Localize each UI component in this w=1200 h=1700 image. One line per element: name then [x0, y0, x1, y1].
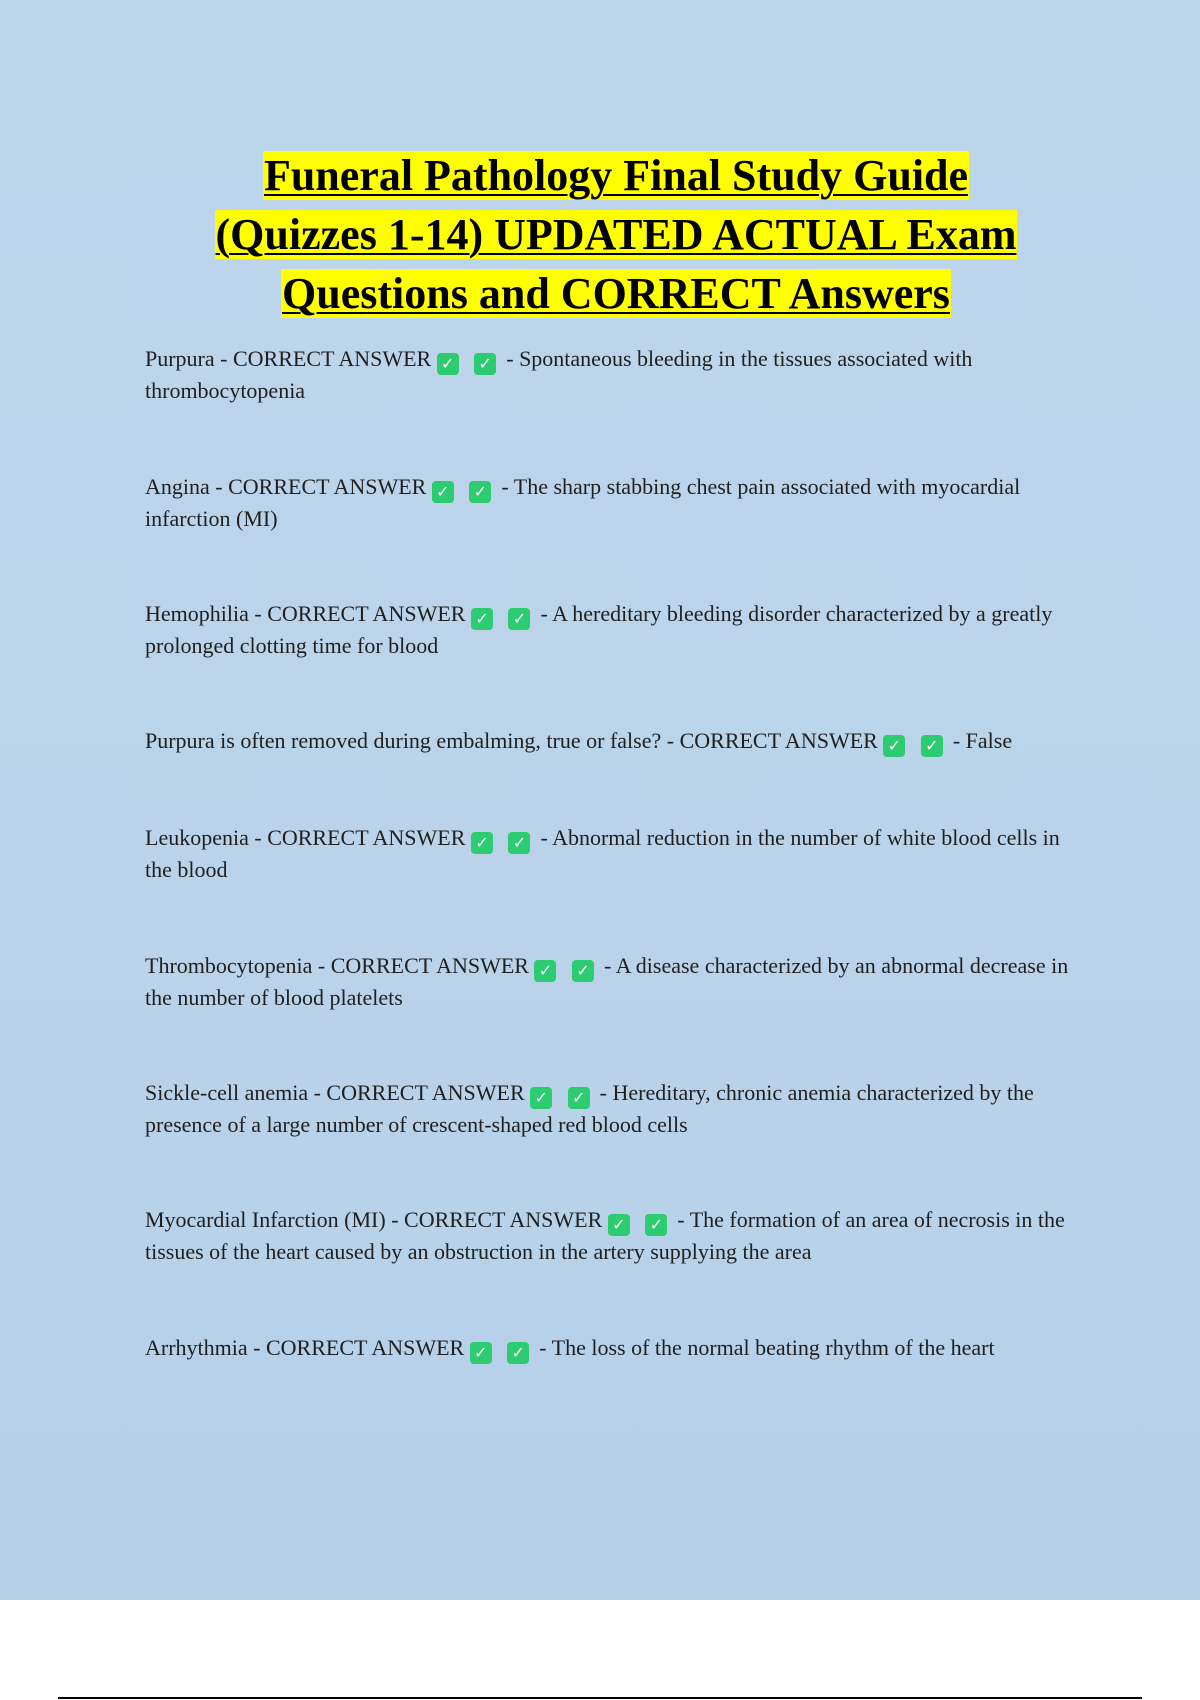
qa-term: Arrhythmia	[145, 1335, 248, 1360]
title-line-1: Funeral Pathology Final Study Guide	[263, 151, 969, 200]
qa-item: Myocardial Infarction (MI) - CORRECT ANSWER ✓ ✓ - The formation of an area of necrosis in the tissues of the heart caused by an obstruction in the artery supplying the area	[145, 1207, 1065, 1264]
check-icon: ✓	[437, 353, 459, 375]
qa-term: Leukopenia	[145, 825, 249, 850]
check-icon: ✓	[645, 1214, 667, 1236]
check-icon: ✓	[469, 481, 491, 503]
qa-answer: False	[965, 728, 1013, 753]
qa-answer: Abnormal reduction in the number of white blood cells in the blood	[145, 825, 1060, 882]
qa-item: Angina - CORRECT ANSWER ✓ ✓ - The sharp stabbing chest pain associated with myocardial infarction (MI)	[145, 474, 1021, 531]
qa-term: Thrombocytopenia	[145, 953, 313, 978]
check-icon: ✓	[508, 832, 530, 854]
title-line-2: (Quizzes 1-14) UPDATED ACTUAL Exam	[215, 210, 1017, 259]
check-icon: ✓	[568, 1087, 590, 1109]
correct-answer-label: CORRECT ANSWER	[267, 601, 466, 626]
correct-answer-label: CORRECT ANSWER	[679, 728, 878, 753]
qa-item: Sickle-cell anemia - CORRECT ANSWER ✓ ✓ - Hereditary, chronic anemia characterized by the presence of a large number of crescent-shaped red blood cells	[145, 1080, 1034, 1137]
qa-term: Purpura	[145, 346, 215, 371]
check-icon: ✓	[507, 1342, 529, 1364]
qa-answer: The loss of the normal beating rhythm of the heart	[551, 1335, 995, 1360]
qa-answer: Hereditary, chronic anemia characterized by the presence of a large number of crescent-shaped red blood cells	[145, 1080, 1034, 1137]
qa-item: Thrombocytopenia - CORRECT ANSWER ✓ ✓ - A disease characterized by an abnormal decrease in the number of blood platelets	[145, 953, 1069, 1010]
qa-term: Angina	[145, 474, 210, 499]
title-line-3: Questions and CORRECT Answers	[282, 269, 950, 318]
check-icon: ✓	[432, 481, 454, 503]
check-icon: ✓	[470, 1342, 492, 1364]
correct-answer-label: CORRECT ANSWER	[267, 825, 466, 850]
check-icon: ✓	[530, 1087, 552, 1109]
correct-answer-label: CORRECT ANSWER	[330, 953, 529, 978]
check-icon: ✓	[921, 735, 943, 757]
correct-answer-label: CORRECT ANSWER	[404, 1207, 603, 1232]
qa-term: Sickle-cell anemia	[145, 1080, 309, 1105]
qa-answer: A disease characterized by an abnormal decrease in the number of blood platelets	[145, 953, 1069, 1010]
check-icon: ✓	[474, 353, 496, 375]
qa-answer: The sharp stabbing chest pain associated with myocardial infarction (MI)	[145, 474, 1021, 531]
qa-item: Arrhythmia - CORRECT ANSWER ✓ ✓ - The loss of the normal beating rhythm of the heart	[145, 1335, 995, 1362]
check-icon: ✓	[534, 960, 556, 982]
check-icon: ✓	[608, 1214, 630, 1236]
correct-answer-label: CORRECT ANSWER	[265, 1335, 465, 1360]
document-title	[90, 146, 1142, 323]
correct-answer-label: CORRECT ANSWER	[326, 1080, 525, 1105]
qa-item: Purpura - CORRECT ANSWER ✓ ✓ - Spontaneous bleeding in the tissues associated with thrombocytopenia	[145, 346, 973, 403]
check-icon: ✓	[508, 608, 530, 630]
qa-term: Purpura is often removed during embalming, true or false?	[145, 728, 662, 753]
qa-answer: Spontaneous bleeding in the tissues associated with thrombocytopenia	[145, 346, 973, 403]
qa-answer: The formation of an area of necrosis in the tissues of the heart caused by an obstruction in the artery supplying the area	[145, 1207, 1065, 1264]
check-icon: ✓	[471, 832, 493, 854]
qa-item: Purpura is often removed during embalming, true or false? - CORRECT ANSWER ✓ ✓ - False	[145, 728, 1013, 755]
check-icon: ✓	[471, 608, 493, 630]
check-icon: ✓	[883, 735, 905, 757]
qa-answer: A hereditary bleeding disorder characterized by a greatly prolonged clotting time for blood	[145, 601, 1053, 658]
correct-answer-label: CORRECT ANSWER	[232, 346, 432, 371]
qa-term: Myocardial Infarction (MI)	[145, 1207, 386, 1232]
correct-answer-label: CORRECT ANSWER	[228, 474, 427, 499]
footer-divider	[58, 1697, 1142, 1699]
qa-item: Leukopenia - CORRECT ANSWER ✓ ✓ - Abnormal reduction in the number of white blood cells in the blood	[145, 825, 1060, 882]
qa-term: Hemophilia	[145, 601, 249, 626]
qa-item: Hemophilia - CORRECT ANSWER ✓ ✓ - A hereditary bleeding disorder characterized by a greatly prolonged clotting time for blood	[145, 601, 1053, 658]
check-icon: ✓	[572, 960, 594, 982]
